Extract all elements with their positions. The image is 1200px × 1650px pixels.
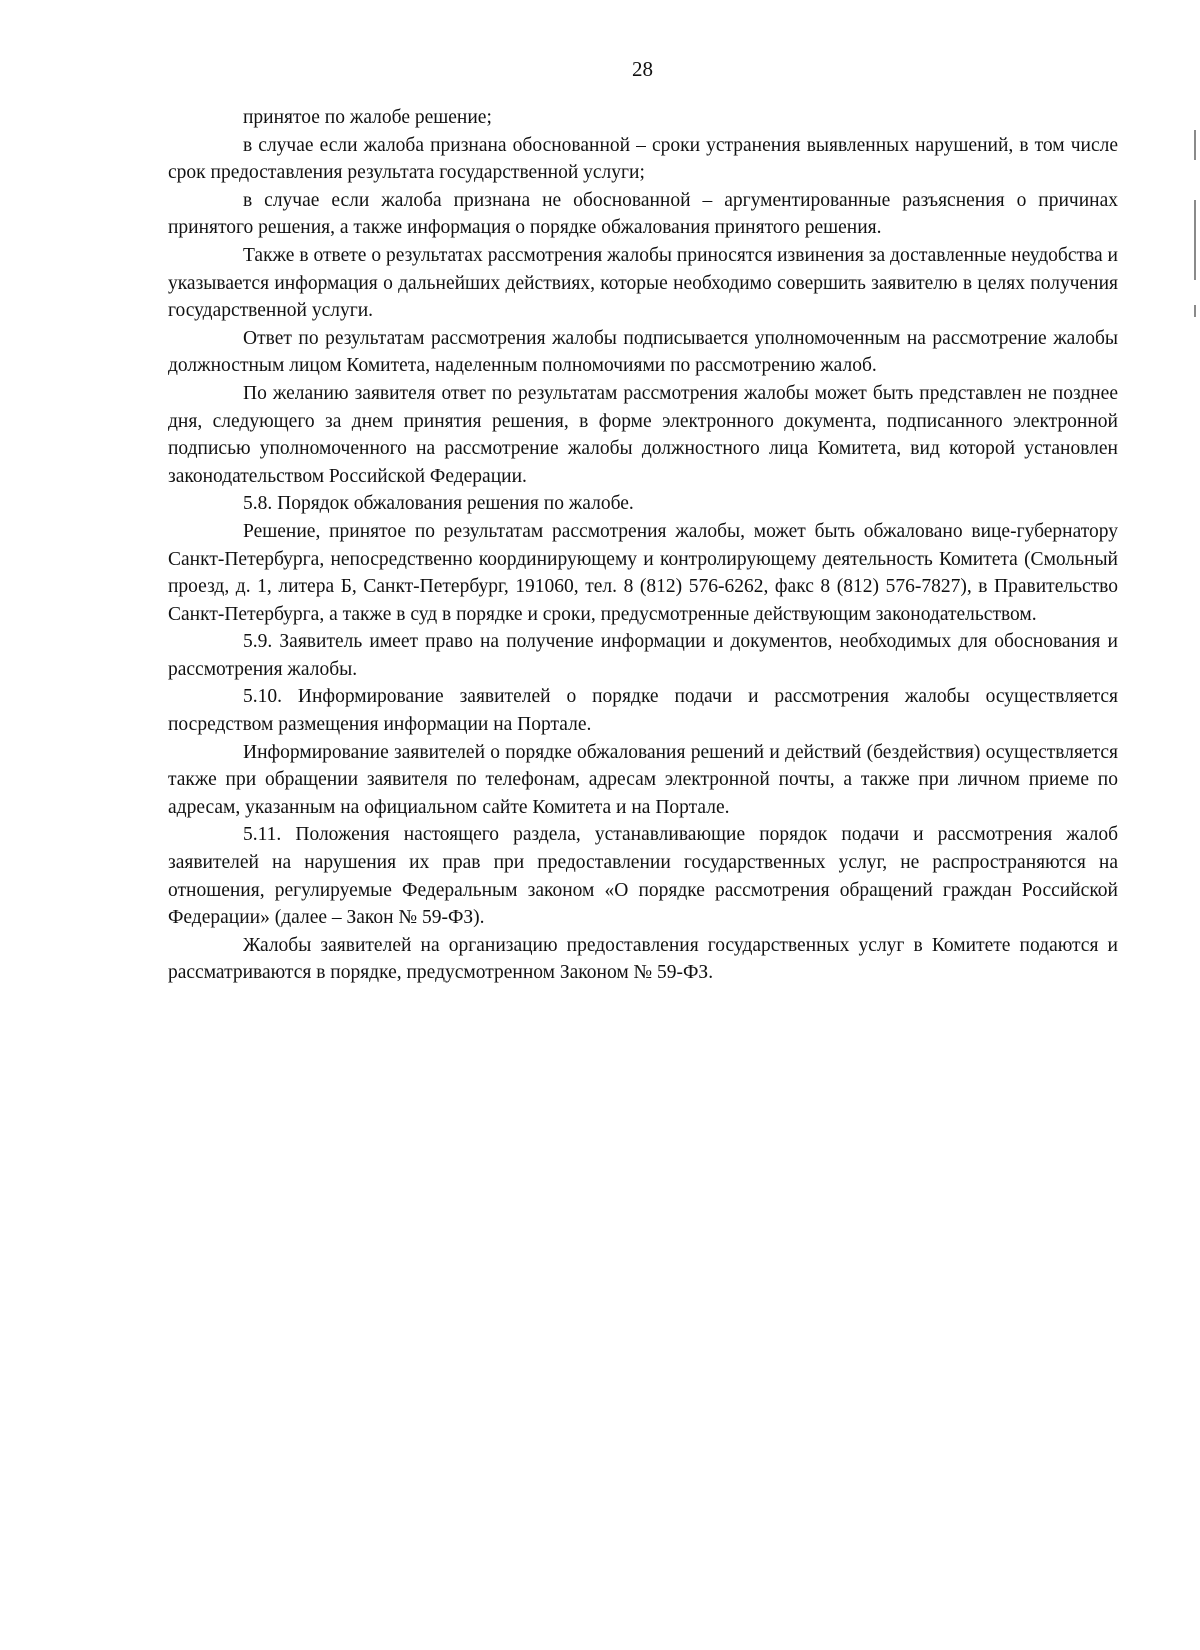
paragraph-complaint-unjustified: в случае если жалоба признана не обоснованной – аргументированные разъяснения о причинах принятого решения, а также информация о порядке обжалования принятого решения. <box>168 189 1118 239</box>
scan-edge-mark <box>1194 130 1196 160</box>
scan-edge-mark <box>1194 305 1196 317</box>
paragraph-complaint-justified: в случае если жалоба признана обоснованной – сроки устранения выявленных нарушений, в том числе срок предоставления результата государственной услуги; <box>168 134 1118 184</box>
page-number: 28 <box>632 57 653 81</box>
section-heading-5-8: 5.8. Порядок обжалования решения по жалобе. <box>243 493 634 515</box>
paragraph-appeal-procedure: Решение, принятое по результатам рассмотрения жалобы, может быть обжаловано вице-губернатору Санкт-Петербурга, непосредственно координирующему и контролирующему деятельность Комитета (Смольный проезд, д. 1, литера Б, Санкт-Петербург, 191060, тел. 8 (812) 576-6262, факс 8 (812) 576-7827), в Правительство Санкт-Петербурга, а также в суд в порядке и сроки, предусмотренные действующим законодательством. <box>168 520 1118 625</box>
paragraph-complaints-law: Жалобы заявителей на организацию предоставления государственных услуг в Комитете подаются и рассматриваются в порядке, предусмотренном Законом № 59-ФЗ. <box>168 934 1118 984</box>
paragraph-informing: Информирование заявителей о порядке обжалования решений и действий (бездействия) осуществляется также при обращении заявителя по телефонам, адресам электронной почты, а также при личном приеме по адресам, указанным на официальном сайте Комитета и на Портале. <box>168 741 1118 818</box>
section-5-11: 5.11. Положения настоящего раздела, устанавливающие порядок подачи и рассмотрения жалоб заявителей на нарушения их прав при предоставлении государственных услуг, не распространяются на отношения, регулируемые Федеральным законом «О порядке рассмотрения обращений граждан Российской Федерации» (далее – Закон № 59-ФЗ). <box>168 824 1118 929</box>
paragraph-apology: Также в ответе о результатах рассмотрения жалобы приносятся извинения за доставленные неудобства и указывается информация о дальнейших действиях, которые необходимо совершить заявителю в целях получения государственной услуги. <box>168 244 1118 322</box>
section-5-9: 5.9. Заявитель имеет право на получение информации и документов, необходимых для обоснования и рассмотрения жалобы. <box>168 631 1118 680</box>
paragraph-answer-signature: Ответ по результатам рассмотрения жалобы подписывается уполномоченным на рассмотрение жалобы должностным лицом Комитета, наделенным полномочиями по рассмотрению жалоб. <box>168 327 1118 377</box>
scan-edge-mark <box>1194 200 1196 280</box>
section-5-10: 5.10. Информирование заявителей о порядке подачи и рассмотрения жалобы осуществляется посредством размещения информации на Портале. <box>168 686 1118 736</box>
paragraph-decision: принятое по жалобе решение; <box>243 107 492 128</box>
paragraph-electronic-answer: По желанию заявителя ответ по результатам рассмотрения жалобы может быть представлен не позднее дня, следующего за днем принятия решения, в форме электронного документа, подписанного электронной подписью уполномоченного на рассмотрение жалобы должностного лица Комитета, вид которой установлен законодательством Российской Федерации. <box>168 382 1118 487</box>
document-body <box>168 104 1118 987</box>
